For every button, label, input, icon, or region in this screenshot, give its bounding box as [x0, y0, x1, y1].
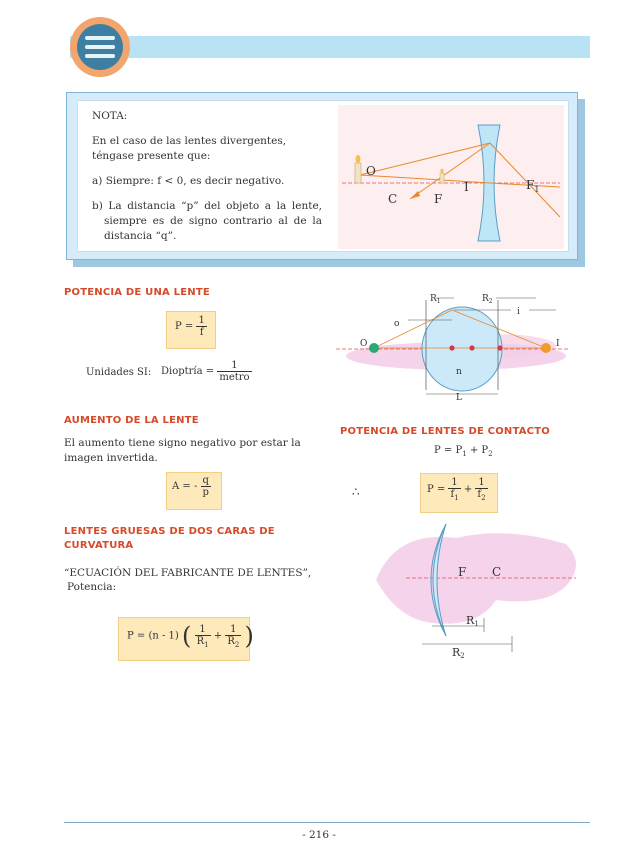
- gruesas-r2: R: [227, 635, 235, 647]
- aumento-formula: [172, 475, 211, 498]
- contact-label-c: C: [492, 565, 502, 579]
- lens-o-big: O: [360, 339, 368, 349]
- contacto-heading: POTENCIA DE LENTES DE CONTACTO: [340, 426, 550, 437]
- aumento-heading: AUMENTO DE LA LENTE: [64, 415, 199, 426]
- potencia-formula-num: 1: [198, 315, 205, 326]
- contacto-sum: [434, 445, 493, 458]
- note-intro: En el caso de las lentes divergentes, téngase presente que:: [92, 135, 287, 162]
- lens-n: n: [456, 367, 462, 377]
- contact-lens-figure: [366, 520, 586, 662]
- aumento-formula-den: p: [202, 487, 209, 498]
- potencia-formula-den: f: [199, 327, 204, 338]
- gruesas-heading-1: LENTES GRUESAS DE DOS CARAS DE: [64, 526, 275, 537]
- aumento-text: El aumento tiene signo negativo por estar la imagen invertida.: [64, 437, 301, 464]
- fig-label-c: C: [388, 192, 398, 206]
- lens-o-small: o: [394, 319, 400, 329]
- contacto-f2: f: [477, 489, 482, 500]
- contacto-sum-sub1: 1: [462, 450, 467, 458]
- contact-label-r1: R: [466, 614, 475, 627]
- gruesas-r2-sub: 2: [234, 640, 240, 649]
- contact-label-r2: R: [452, 646, 461, 659]
- units-num: 1: [217, 360, 251, 372]
- potencia-formula: [175, 315, 207, 338]
- contacto-f2-sub: 2: [481, 494, 486, 502]
- footer-rule: [64, 822, 590, 823]
- contacto-sum-sub2: 2: [488, 450, 493, 458]
- gruesas-formula: P = (n - 1) ( $\frac{1}{R_1}$ + $\frac{1}{R_2}$ ): [127, 622, 254, 650]
- gruesas-r1: R: [196, 635, 205, 647]
- fig-label-f: F: [434, 192, 443, 206]
- lens-r1: R: [430, 294, 437, 304]
- contact-label-r2-sub: 2: [460, 652, 465, 660]
- gruesas-potencia: Potencia:: [67, 581, 117, 593]
- fig-label-i: I: [464, 180, 469, 194]
- svg-text:R2: [482, 294, 493, 305]
- diverging-lens-figure: [338, 105, 564, 249]
- gruesas-r1-sub: 1: [204, 640, 209, 649]
- fig-label-o: O: [366, 164, 376, 178]
- gruesas-plus: +: [213, 630, 223, 642]
- contact-label-f: F: [458, 565, 467, 579]
- note-item-b: b) La distancia “p” del objeto a la lente, siempre es de signo contrario al de la distancia “q”.: [92, 200, 322, 242]
- potencia-heading: POTENCIA DE UNA LENTE: [64, 287, 210, 298]
- contacto-formula: [427, 477, 488, 502]
- contact-label-r1-sub: 1: [474, 620, 479, 628]
- contacto-sum-p: P = P: [434, 445, 463, 456]
- units-label: Unidades SI:: [86, 367, 152, 378]
- lens-i-big: I: [556, 339, 560, 349]
- contacto-f1: f: [450, 489, 455, 500]
- svg-text:R1: [430, 294, 441, 305]
- units-den: metro: [219, 372, 250, 383]
- gruesas-heading-2: CURVATURA: [64, 540, 134, 551]
- page-number: - 216 -: [302, 829, 336, 841]
- lens-r2-sub: 2: [488, 298, 493, 305]
- lens-l: L: [456, 393, 462, 403]
- lens-r2: R: [482, 294, 489, 304]
- contacto-one-1: 1: [448, 477, 460, 489]
- units-formula: [161, 360, 252, 383]
- contacto-plus: +: [463, 484, 473, 495]
- gruesas-quote: “ECUACIÓN DEL FABRICANTE DE LENTES”,: [64, 567, 312, 579]
- note-title: NOTA:: [92, 110, 128, 122]
- gruesas-formula-lhs: P = (n - 1): [127, 630, 179, 642]
- note-box: [66, 92, 578, 260]
- svg-text:F1: [526, 178, 539, 194]
- contacto-f1-sub: 1: [454, 494, 459, 502]
- lens-i: i: [517, 307, 520, 317]
- fig-label-f1: F: [526, 178, 535, 192]
- biconvex-lens-figure: [336, 286, 568, 406]
- aumento-formula-lhs: A = -: [172, 481, 198, 492]
- gruesas-one-2: 1: [225, 624, 241, 636]
- lens-r1-sub: 1: [436, 298, 441, 305]
- gruesas-one-1: 1: [195, 624, 211, 636]
- note-item-a: a) Siempre: f < 0, es decir negativo.: [92, 175, 285, 187]
- chapter-logo: [70, 17, 130, 77]
- fig-label-f1-sub: 1: [534, 185, 540, 194]
- aumento-formula-num: q: [202, 475, 209, 486]
- potencia-formula-lhs: P =: [175, 321, 194, 332]
- svg-text:R2: [452, 646, 465, 660]
- units-lhs: Dioptría =: [161, 366, 215, 377]
- header-bar: [70, 36, 590, 58]
- contacto-one-2: 1: [475, 477, 487, 489]
- contacto-sum-plus: + P: [466, 445, 489, 456]
- contacto-formula-lhs: P =: [427, 484, 446, 495]
- therefore-symbol: ∴: [352, 485, 360, 499]
